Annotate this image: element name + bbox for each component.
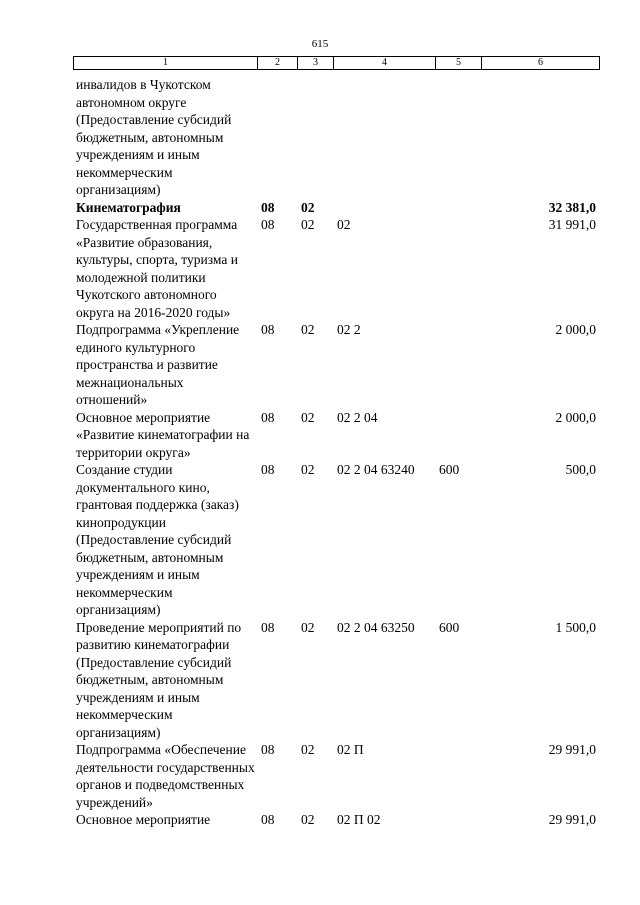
cell-expense-type xyxy=(435,409,481,462)
cell-amount: 2 000,0 xyxy=(555,409,596,425)
cell-target-article: 02 xyxy=(337,217,351,232)
header-cell-2: 2 xyxy=(258,57,298,70)
cell-section: 08 xyxy=(261,217,275,232)
header-cell-3: 3 xyxy=(298,57,334,70)
cell-expense-type: 600 xyxy=(439,462,460,477)
table-row xyxy=(73,76,599,199)
cell-subsection: 02 xyxy=(301,742,315,757)
cell-name: инвалидов в Чукотском автономном округе (Предоставление субсидий бюджетным, автономным учреждениям и иным некоммерческим организациям) xyxy=(76,77,232,197)
table-row xyxy=(73,461,599,619)
cell-amount: 29 991,0 xyxy=(548,742,596,757)
budget-table xyxy=(73,76,599,829)
cell-subsection: 02 xyxy=(301,199,315,215)
cell-section: 08 xyxy=(261,322,275,337)
cell-target-article: 02 2 xyxy=(337,322,361,337)
cell-target-article xyxy=(333,76,435,199)
table-row xyxy=(73,811,599,829)
header-cell-4: 4 xyxy=(334,57,436,70)
cell-subsection: 02 xyxy=(301,217,315,232)
cell-expense-type xyxy=(435,199,481,217)
cell-section: 08 xyxy=(261,199,275,215)
table-row xyxy=(73,619,599,742)
cell-name: Подпрограмма «Укрепление единого культурного пространства и развитие межнациональных отношений» xyxy=(76,322,240,407)
cell-subsection: 02 xyxy=(301,619,315,635)
page-number: 615 xyxy=(311,38,329,50)
column-number-header xyxy=(73,56,600,70)
cell-name: Кинематография xyxy=(76,199,181,215)
cell-section: 08 xyxy=(261,812,275,827)
cell-name: Проведение мероприятий по развитию кинематографии (Предоставление субсидий бюджетным, автономным учреждениям и иным некоммерческим организациям) xyxy=(76,619,242,740)
cell-amount: 31 991,0 xyxy=(548,217,596,232)
cell-expense-type xyxy=(435,76,481,199)
cell-section: 08 xyxy=(261,742,275,757)
header-cell-6: 6 xyxy=(482,57,600,70)
cell-amount: 29 991,0 xyxy=(548,812,596,827)
table-row xyxy=(73,741,599,811)
cell-amount: 32 381,0 xyxy=(548,199,596,215)
cell-amount: 1 500,0 xyxy=(555,619,596,635)
cell-subsection: 02 xyxy=(301,462,315,477)
cell-target-article: 02 П 02 xyxy=(337,812,381,827)
cell-target-article: 02 2 04 xyxy=(337,409,378,425)
budget-table-body xyxy=(73,76,599,829)
cell-subsection: 02 xyxy=(301,322,315,337)
cell-name: Подпрограмма «Обеспечение деятельности государственных органов и подведомственных учреждений» xyxy=(76,742,255,810)
cell-section xyxy=(257,76,297,199)
cell-name: Основное мероприятие «Развитие кинематографии на территории округа» xyxy=(76,409,250,460)
cell-name: Создание студии документального кино, грантовая поддержка (заказ) кинопродукции (Предоставление субсидий бюджетным, автономным учреждениям и иным некоммерческим организациям) xyxy=(76,462,239,617)
cell-amount xyxy=(481,76,599,199)
cell-section: 08 xyxy=(261,619,275,635)
header-cell-1: 1 xyxy=(74,57,258,70)
cell-name: Основное мероприятие xyxy=(76,812,211,827)
cell-section: 08 xyxy=(261,462,275,477)
cell-amount: 2 000,0 xyxy=(555,322,596,337)
cell-section: 08 xyxy=(261,409,275,425)
cell-target-article: 02 2 04 63250 xyxy=(337,619,415,635)
cell-name: Государственная программа «Развитие образования, культуры, спорта, туризма и молодежной политики Чукотского автономного округа на 2016-2020 годы» xyxy=(76,217,238,320)
table-row xyxy=(73,409,599,462)
cell-expense-type: 600 xyxy=(439,619,460,635)
cell-expense-type xyxy=(435,216,481,321)
cell-target-article xyxy=(333,199,435,217)
table-row xyxy=(73,199,599,217)
cell-subsection xyxy=(297,76,333,199)
cell-target-article: 02 2 04 63240 xyxy=(337,462,415,477)
header-row xyxy=(74,57,600,70)
cell-expense-type xyxy=(435,811,481,829)
table-row xyxy=(73,216,599,321)
cell-subsection: 02 xyxy=(301,812,315,827)
cell-target-article: 02 П xyxy=(337,742,364,757)
cell-expense-type xyxy=(435,321,481,409)
cell-amount: 500,0 xyxy=(565,462,596,477)
cell-expense-type xyxy=(435,741,481,811)
cell-subsection: 02 xyxy=(301,409,315,425)
header-cell-5: 5 xyxy=(436,57,482,70)
table-row xyxy=(73,321,599,409)
